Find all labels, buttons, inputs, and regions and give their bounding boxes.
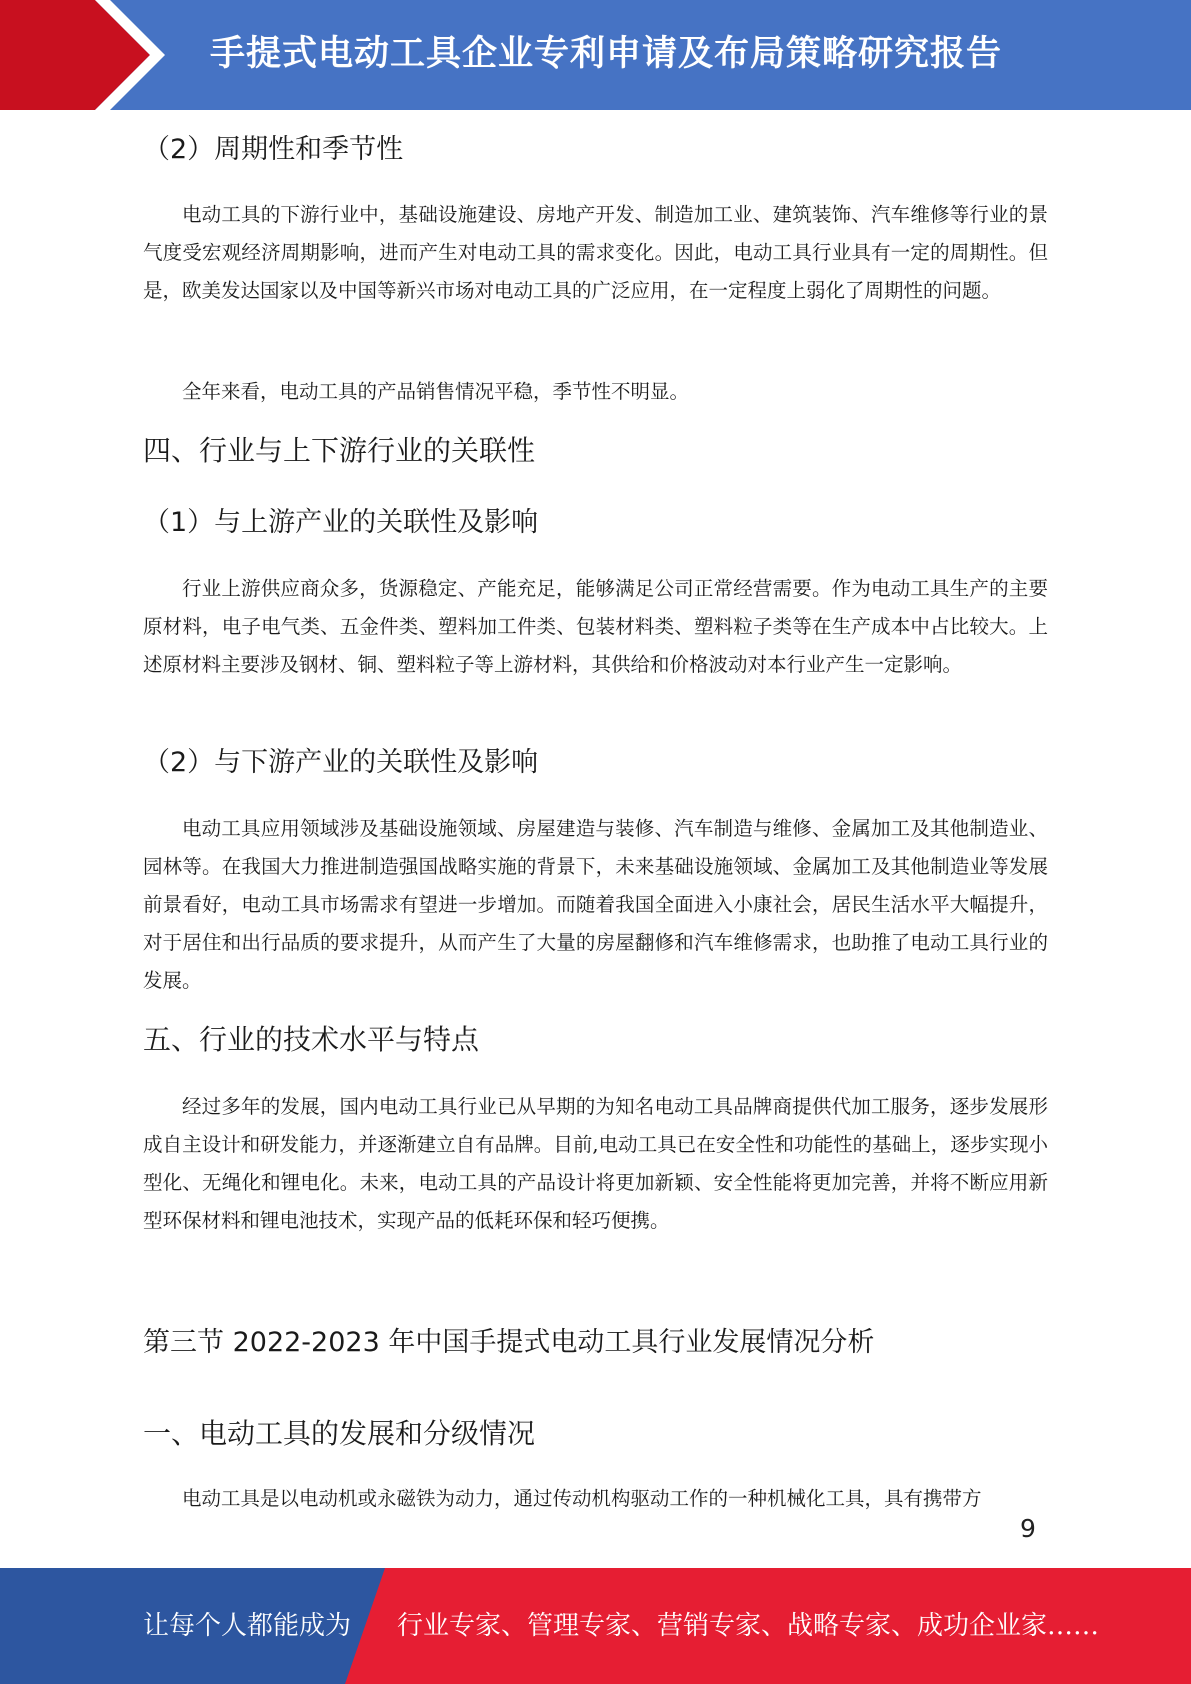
heading-downstream: （2）与下游产业的关联性及影响 (143, 747, 539, 778)
page-number: 9 (1020, 1514, 1036, 1543)
page-footer (0, 1568, 1191, 1684)
heading-development-grading: 一、电动工具的发展和分级情况 (143, 1417, 536, 1450)
heading-technology: 五、行业的技术水平与特点 (143, 1023, 480, 1056)
heading-cyclicality: （2）周期性和季节性 (143, 134, 404, 165)
paragraph-technology: 经过多年的发展，国内电动工具行业已从早期的为知名电动工具品牌商提供代加工服务，逐步发展形成自主设计和研发能力，并逐渐建立自有品牌。目前,电动工具已在安全性和功能性的基础上，逐步实现小型化、无绳化和锂电化。未来，电动工具的产品设计将更加新颖、安全性能将更加完善，并将不断应用新型环保材料和锂电池技术，实现产品的低耗环保和轻巧便携。 (143, 1095, 1048, 1232)
heading-industry-linkage: 四、行业与上下游行业的关联性 (143, 434, 536, 467)
heading-upstream: （1）与上游产业的关联性及影响 (143, 507, 539, 538)
page-header (0, 0, 1191, 110)
footer-slogan-left: 让每个人都能成为 (143, 1611, 352, 1641)
footer-slogan-right: 行业专家、管理专家、营销专家、战略专家、成功企业家…… (397, 1611, 1100, 1641)
paragraph-cyclicality: 电动工具的下游行业中，基础设施建设、房地产开发、制造加工业、建筑装饰、汽车维修等行业的景气度受宏观经济周期影响，进而产生对电动工具的需求变化。因此，电动工具行业具有一定的周期性。但是，欧美发达国家以及中国等新兴市场对电动工具的广泛应用，在一定程度上弱化了周期性的问题。 (143, 203, 1048, 302)
heading-section-three: 第三节 2022-2023 年中国手提式电动工具行业发展情况分析 (143, 1327, 875, 1358)
paragraph-seasonality: 全年来看，电动工具的产品销售情况平稳，季节性不明显。 (182, 380, 690, 403)
report-title: 手提式电动工具企业专利申请及布局策略研究报告 (210, 34, 1003, 74)
paragraph-definition: 电动工具是以电动机或永磁铁为动力，通过传动机构驱动工作的一种机械化工具，具有携带方 (182, 1487, 982, 1510)
paragraph-downstream: 电动工具应用领域涉及基础设施领域、房屋建造与装修、汽车制造与维修、金属加工及其他制造业、园林等。在我国大力推进制造强国战略实施的背景下，未来基础设施领域、金属加工及其他制造业等发展前景看好，电动工具市场需求有望进一步增加。而随着我国全面进入小康社会，居民生活水平大幅提升，对于居住和出行品质的要求提升，从而产生了大量的房屋翻修和汽车维修需求，也助推了电动工具行业的发展。 (143, 817, 1048, 992)
paragraph-upstream: 行业上游供应商众多，货源稳定、产能充足，能够满足公司正常经营需要。作为电动工具生产的主要原材料，电子电气类、五金件类、塑料加工件类、包装材料类、塑料粒子类等在生产成本中占比较大。上述原材料主要涉及钢材、铜、塑料粒子等上游材料，其供给和价格波动对本行业产生一定影响。 (143, 577, 1048, 676)
